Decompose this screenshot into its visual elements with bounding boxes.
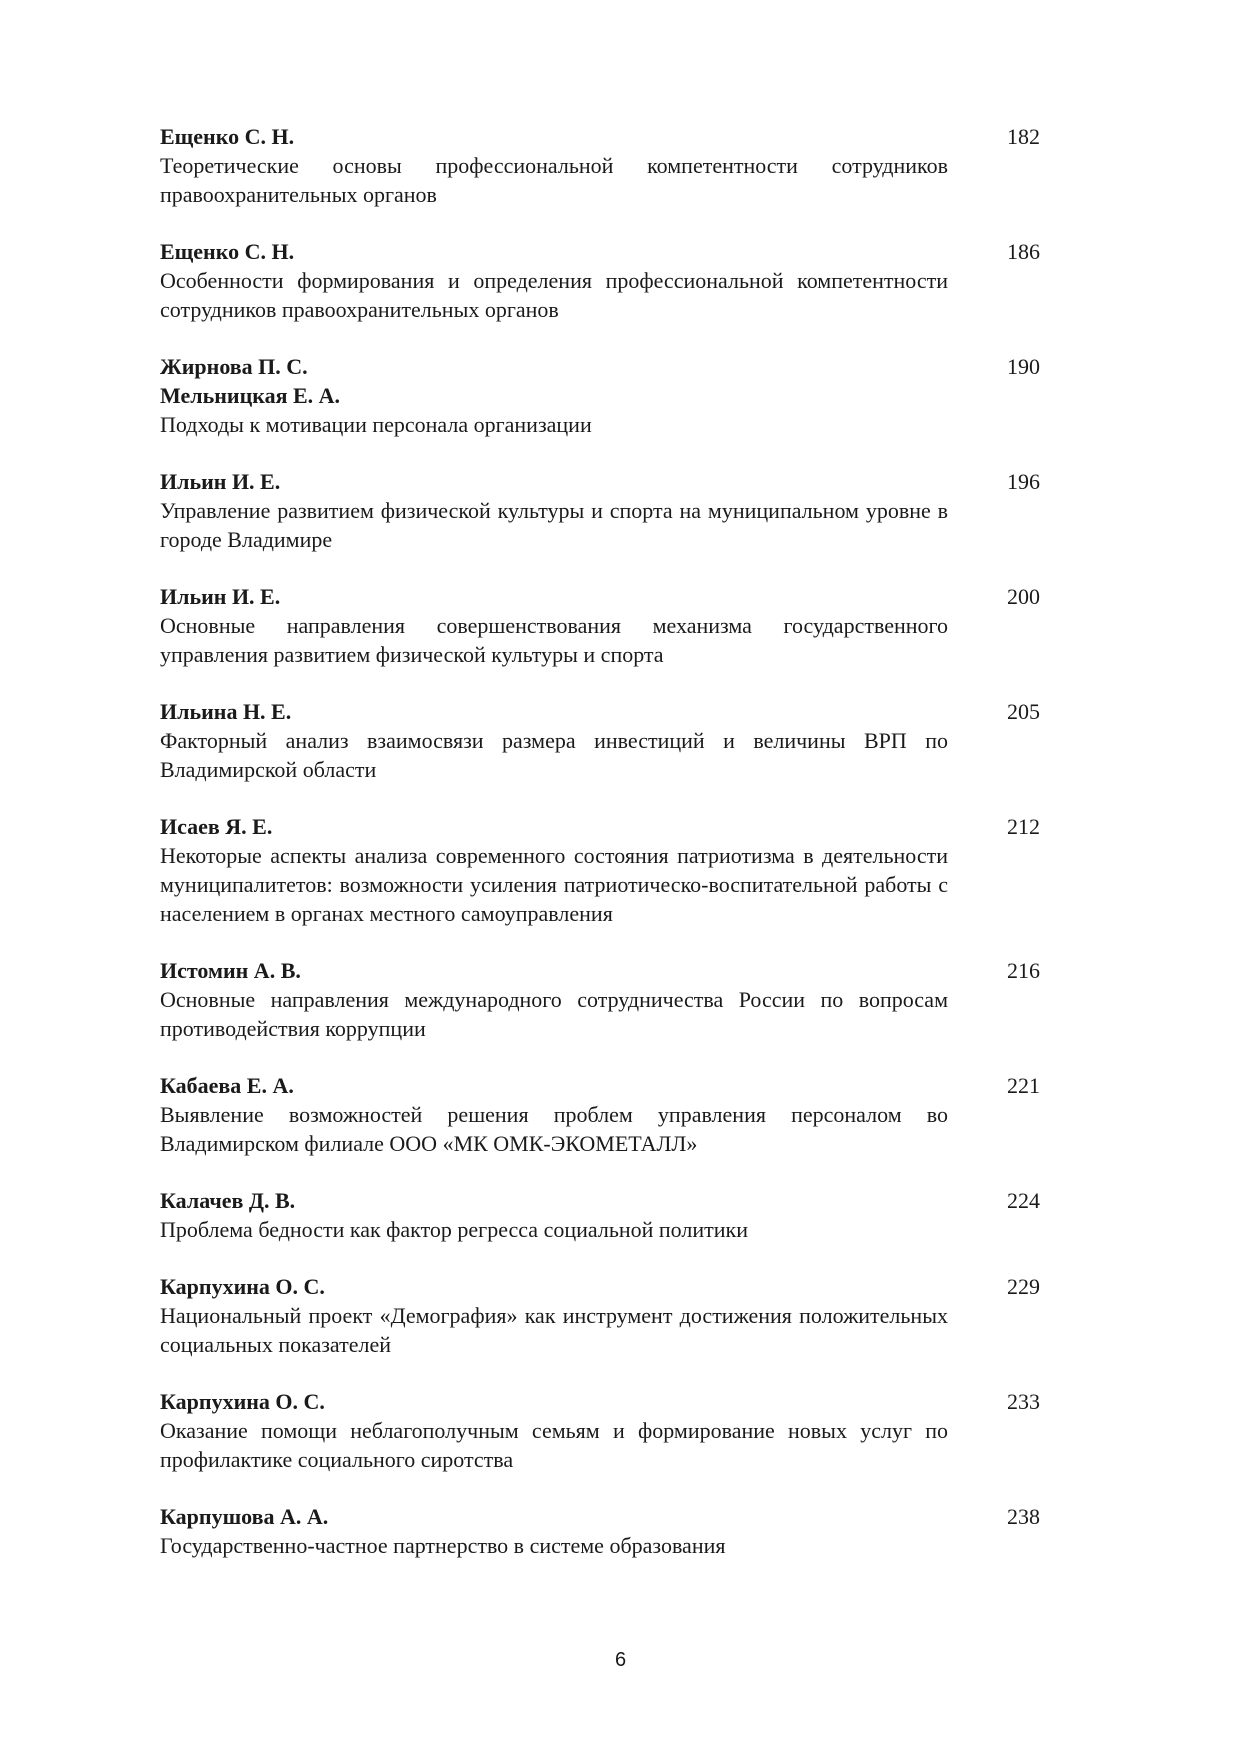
toc-entry: [160, 1272, 1040, 1359]
entry-author: Мельницкая Е. А.: [160, 383, 341, 408]
page-number: 6: [614, 1649, 627, 1671]
toc-entry: [160, 697, 1040, 784]
toc-entry: [160, 1071, 1040, 1158]
entry-author: Истомин А. В.: [160, 958, 301, 983]
entry-page: 200: [1007, 584, 1040, 609]
entry-title: Национальный проект «Демография» как инструмент достижения положительных социальных показателей: [160, 1303, 948, 1357]
entry-page: 182: [1007, 124, 1040, 149]
entry-title: Подходы к мотивации персонала организации: [160, 412, 592, 437]
entry-author: Калачев Д. В.: [160, 1188, 296, 1213]
entry-page: 216: [1007, 958, 1040, 983]
entry-title: Основные направления совершенствования механизма государственного управления развитием физической культуры и спорта: [160, 613, 948, 667]
toc-entry: [160, 582, 1040, 669]
entry-title: Теоретические основы профессиональной компетентности сотрудников правоохранительных органов: [160, 153, 948, 207]
entry-page: 190: [1007, 354, 1040, 379]
entry-page: 229: [1007, 1274, 1040, 1299]
entry-page: 238: [1007, 1504, 1040, 1529]
toc-entry: [160, 122, 1040, 209]
entry-title: Выявление возможностей решения проблем управления персоналом во Владимирском филиале ООО «МК ОМК-ЭКОМЕТАЛЛ»: [160, 1102, 948, 1156]
entry-author: Ещенко С. Н.: [160, 239, 295, 264]
toc-entry: [160, 237, 1040, 324]
entry-page: 224: [1007, 1188, 1040, 1213]
toc-entry: [160, 812, 1040, 928]
entry-title: Факторный анализ взаимосвязи размера инвестиций и величины ВРП по Владимирской области: [160, 728, 948, 782]
entry-title: Государственно-частное партнерство в системе образования: [160, 1533, 726, 1558]
entry-author: Карпушова А. А.: [160, 1504, 329, 1529]
entry-author: Карпухина О. С.: [160, 1274, 325, 1299]
entry-page: 186: [1007, 239, 1040, 264]
entry-author: Карпухина О. С.: [160, 1389, 325, 1414]
entry-page: 221: [1007, 1073, 1040, 1098]
toc-entry: [160, 1502, 1040, 1560]
entry-page: 233: [1007, 1389, 1040, 1414]
entry-page: 196: [1007, 469, 1040, 494]
entry-title: Проблема бедности как фактор регресса социальной политики: [160, 1217, 748, 1242]
entry-title: Особенности формирования и определения профессиональной компетентности сотрудников правоохранительных органов: [160, 268, 948, 322]
entry-title: Основные направления международного сотрудничества России по вопросам противодействия коррупции: [160, 987, 948, 1041]
toc-entry: [160, 1186, 1040, 1244]
entry-title: Оказание помощи неблагополучным семьям и формирование новых услуг по профилактике социального сиротства: [160, 1418, 948, 1472]
toc-entry: [160, 956, 1040, 1043]
toc-entry: [160, 467, 1040, 554]
entry-author: Жирнова П. С.: [160, 354, 308, 379]
entry-author: Ильин И. Е.: [160, 584, 281, 609]
entry-page: 212: [1007, 814, 1040, 839]
toc-entry: [160, 352, 1040, 439]
entry-title: Некоторые аспекты анализа современного состояния патриотизма в деятельности муниципалитетов: возможности усиления патриотическо-воспитательной работы с населением в органах местного самоуправления: [160, 843, 948, 926]
entry-author: Ильина Н. Е.: [160, 699, 292, 724]
table-of-contents: [160, 122, 1040, 1588]
entry-author: Ильин И. Е.: [160, 469, 281, 494]
entry-author: Исаев Я. Е.: [160, 814, 273, 839]
toc-entry: [160, 1387, 1040, 1474]
entry-author: Кабаева Е. А.: [160, 1073, 294, 1098]
entry-page: 205: [1007, 699, 1040, 724]
entry-title: Управление развитием физической культуры и спорта на муниципальном уровне в городе Владимире: [160, 498, 948, 552]
entry-author: Ещенко С. Н.: [160, 124, 295, 149]
